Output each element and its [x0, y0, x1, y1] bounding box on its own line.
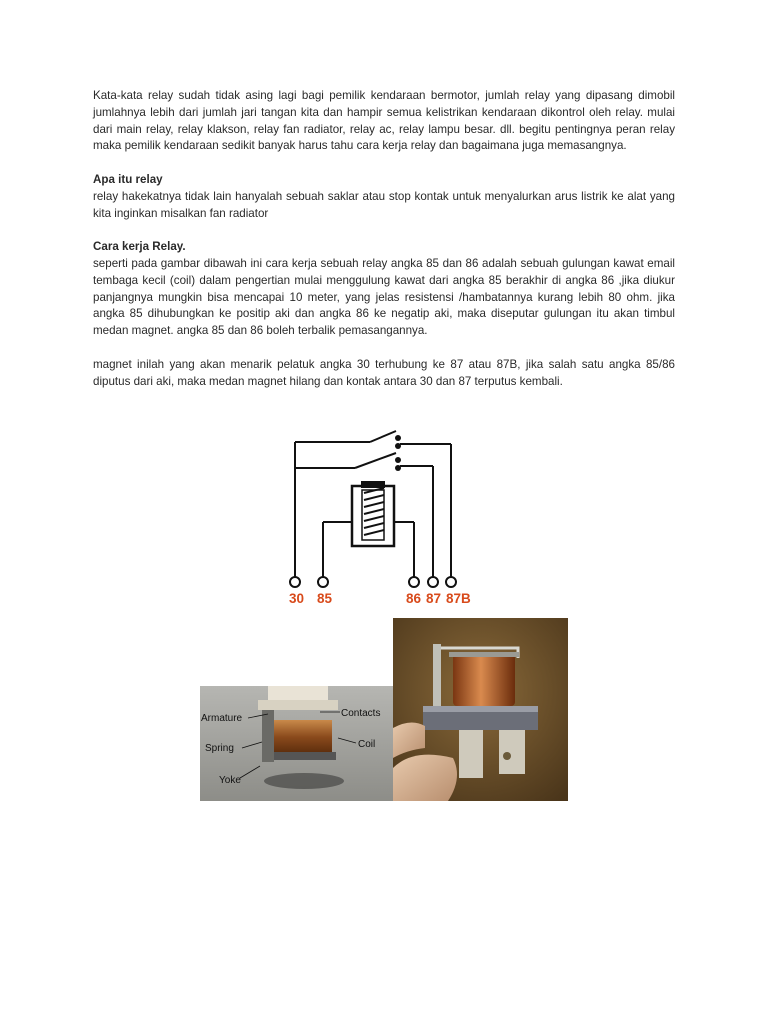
pin-label-87: 87 [426, 591, 442, 606]
pin-terminal [428, 577, 438, 587]
section-heading-what: Apa itu relay [93, 172, 163, 186]
photo-label-spring: Spring [205, 743, 234, 754]
pin-label-87b: 87B [446, 591, 471, 606]
pin-terminal [290, 577, 300, 587]
pin-label-86: 86 [406, 591, 422, 606]
what-paragraph: relay hakekatnya tidak lain hanyalah sebuah saklar atau stop kontak untuk menyalurkan arus listrik ke alat yang kita inginkan misalkan fan radiator [93, 189, 675, 220]
photo-label-contacts: Contacts [341, 708, 381, 719]
pin-terminal [409, 577, 419, 587]
photo-label-yoke: Yoke [219, 775, 241, 786]
article-text [93, 88, 675, 390]
relay-hand-photo [393, 618, 568, 801]
pin-terminal [318, 577, 328, 587]
pin-terminal [446, 577, 456, 587]
how-paragraph: seperti pada gambar dibawah ini cara kerja sebuah relay angka 85 dan 86 adalah sebuah gulungan kawat email tembaga kecil (coil) dalam pengertian mulai menggulung kawat dari angka 85 berakhir di angka 86 ,jika diukur panjangnya mungkin bisa mencapai 10 meter, yang jelas resistensi /hambatannya kurang lebih 80 ohm. jika angka 85 dihubungkan ke positip aki dan angka 86 ke negatip aki, maka diseputar gulungan itu akan timbul medan magnet. angka 85 dan 86 boleh terbalik pemasangannya. [93, 256, 675, 338]
photo-label-armature: Armature [201, 713, 243, 724]
photo-label-coil: Coil [358, 739, 376, 750]
pin-label-30: 30 [289, 591, 305, 606]
relay-internals-photo [200, 686, 393, 801]
intro-paragraph: Kata-kata relay sudah tidak asing lagi bagi pemilik kendaraan bermotor, jumlah relay yang dipasang dimobil jumlahnya lebih dari jumlah jari tangan kita dan hampir semua kelistrikan kendaraan dikontrol oleh relay. mulai dari main relay, relay klakson, relay fan radiator, relay ac, relay lampu besar. dll. begitu pentingnya peran relay maka pemilik kendaraan sedikit banyak harus tahu cara kerja relay dan bagaimana juga memasangnya. [93, 89, 675, 153]
relay-diagram [280, 430, 480, 610]
section-heading-how: Cara kerja Relay. [93, 240, 186, 254]
magnet-paragraph: magnet inilah yang akan menarik pelatuk angka 30 terhubung ke 87 atau 87B, jika salah satu angka 85/86 diputus dari aki, maka medan magnet hilang dan kontak antara 30 dan 87 terputus kembali. [93, 357, 675, 388]
pin-label-85: 85 [317, 591, 333, 606]
